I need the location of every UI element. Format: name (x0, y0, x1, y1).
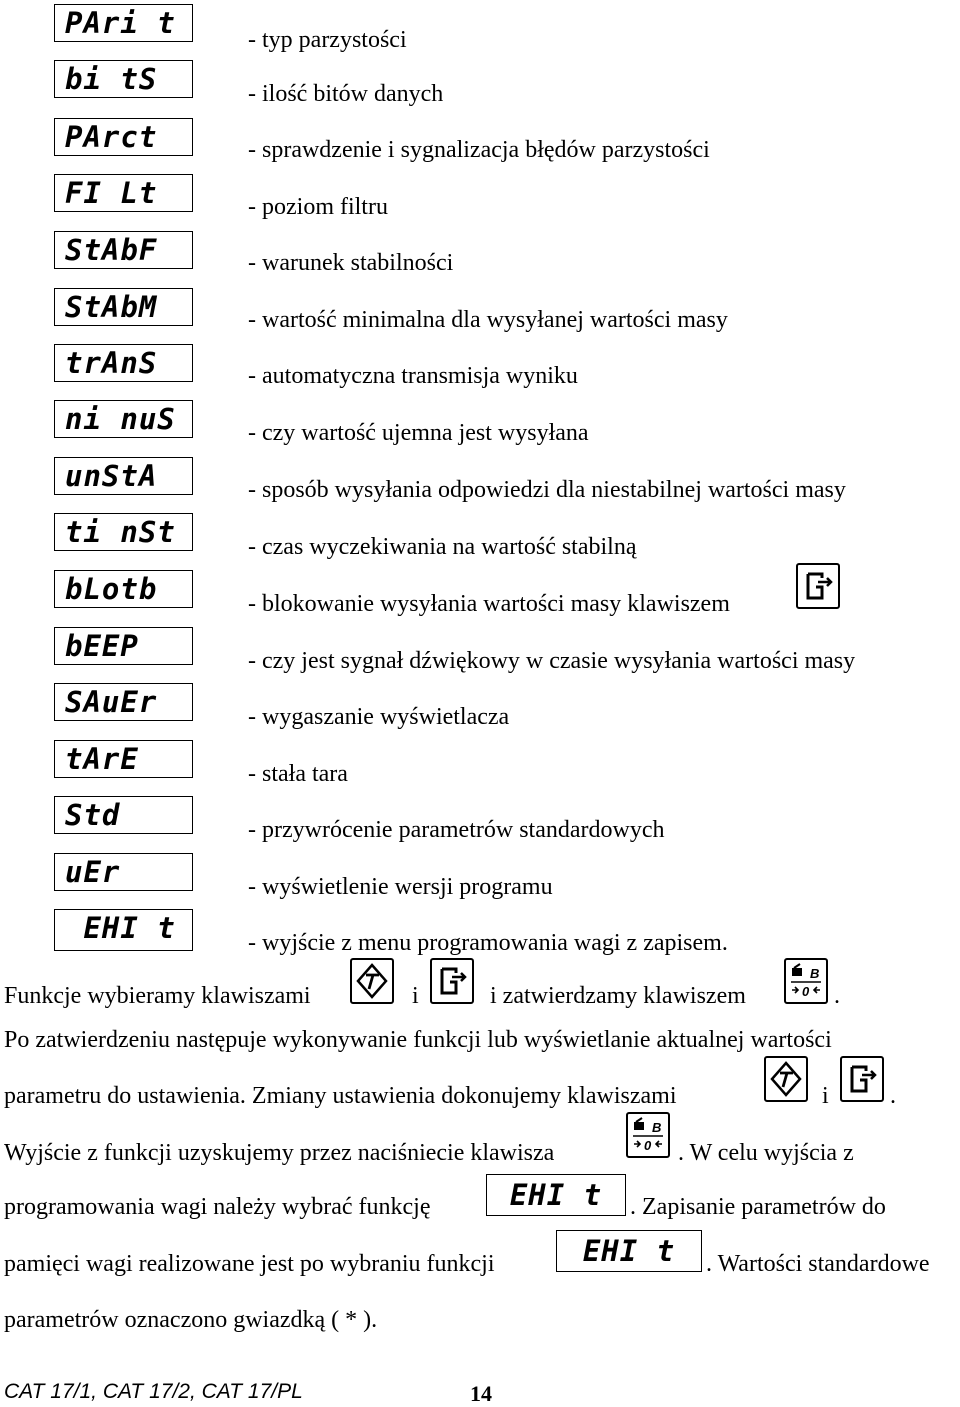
menu-description: - blokowanie wysyłania wartości masy klawiszem (248, 591, 730, 617)
paragraph-text: programowania wagi należy wybrać funkcję (4, 1194, 431, 1220)
paragraph-text: Wyjście z funkcji uzyskujemy przez naciśniecie klawisza (4, 1140, 555, 1166)
lcd-code: EHI t (556, 1230, 702, 1272)
lcd-code: SAuEr (54, 683, 193, 721)
menu-row (0, 231, 960, 287)
b-zero-icon (628, 1114, 668, 1156)
footer-models: CAT 17/1, CAT 17/2, CAT 17/PL (4, 1380, 303, 1403)
lcd-code: bLotb (54, 570, 193, 608)
menu-description: - wygaszanie wyświetlacza (248, 704, 510, 730)
menu-row (0, 400, 960, 456)
menu-description: - przywrócenie parametrów standardowych (248, 817, 665, 843)
lcd-code: unStA (54, 457, 193, 495)
paragraph-text: parametru do ustawienia. Zmiany ustawienia dokonujemy klawiszami (4, 1083, 677, 1109)
lcd-code: EHI t (54, 909, 193, 951)
menu-row (0, 796, 960, 852)
lcd-code: bi tS (54, 60, 193, 98)
menu-row (0, 288, 960, 344)
svg-text:0: 0 (644, 1138, 652, 1153)
lcd-code: trAnS (54, 344, 193, 382)
paragraph-text: . (890, 1083, 896, 1109)
svg-text:0: 0 (802, 984, 810, 999)
svg-text:B: B (652, 1120, 662, 1135)
menu-description: - ilość bitów danych (248, 81, 444, 107)
menu-description: - automatyczna transmisja wyniku (248, 363, 578, 389)
menu-row (0, 344, 960, 400)
menu-row (0, 118, 960, 174)
menu-description: - czy jest sygnał dźwiękowy w czasie wysyłania wartości masy (248, 648, 856, 674)
paragraph-text: pamięci wagi realizowane jest po wybraniu funkcji (4, 1251, 495, 1277)
menu-row (0, 174, 960, 230)
tare-key[interactable] (764, 1056, 808, 1102)
menu-row (0, 683, 960, 739)
menu-row (0, 4, 960, 60)
zero-key[interactable] (784, 958, 828, 1004)
lcd-code: ni nuS (54, 400, 193, 438)
paragraph-text: i (822, 1083, 829, 1109)
paragraph-text: i zatwierdzamy klawiszem (490, 983, 746, 1009)
paragraph-text: . Zapisanie parametrów do (630, 1194, 886, 1220)
lcd-code: StAbF (54, 231, 193, 269)
menu-row (0, 457, 960, 513)
print-arrow-icon (842, 1058, 882, 1100)
menu-row (0, 740, 960, 796)
menu-description: - wyjście z menu programowania wagi z zapisem. (248, 930, 728, 956)
menu-description: - sprawdzenie i sygnalizacja błędów parzystości (248, 137, 710, 163)
page-number: 14 (470, 1381, 492, 1406)
print-key[interactable] (840, 1056, 884, 1102)
lcd-code: StAbM (54, 288, 193, 326)
menu-description: - sposób wysyłania odpowiedzi dla niestabilnej wartości masy (248, 477, 846, 503)
paragraph-text: . Wartości standardowe (706, 1251, 930, 1277)
lcd-code: ti nSt (54, 513, 193, 551)
lcd-code: bEEP (54, 627, 193, 665)
menu-description: - czy wartość ujemna jest wysyłana (248, 420, 589, 446)
lcd-code: FI Lt (54, 174, 193, 212)
lcd-code: PAri t (54, 4, 193, 42)
tare-t-diamond-icon (352, 960, 392, 1002)
menu-description: - typ parzystości (248, 27, 407, 53)
paragraph-text: i (412, 983, 419, 1009)
print-arrow-icon (432, 960, 472, 1002)
b-zero-icon (786, 960, 826, 1002)
svg-text:B: B (810, 966, 820, 981)
menu-description: - czas wyczekiwania na wartość stabilną (248, 534, 637, 560)
menu-row (0, 60, 960, 116)
zero-key[interactable] (626, 1112, 670, 1158)
paragraph-text: Funkcje wybieramy klawiszami (4, 983, 311, 1009)
menu-description: - wyświetlenie wersji programu (248, 874, 553, 900)
tare-key[interactable] (350, 958, 394, 1004)
lcd-code: PArct (54, 118, 193, 156)
print-key[interactable] (430, 958, 474, 1004)
paragraph-text: . W celu wyjścia z (678, 1140, 854, 1166)
menu-description: - poziom filtru (248, 194, 388, 220)
paragraph-text: Po zatwierdzeniu następuje wykonywanie funkcji lub wyświetlanie aktualnej wartości (4, 1027, 832, 1053)
menu-row (0, 513, 960, 569)
menu-row (0, 853, 960, 909)
menu-description: - stała tara (248, 761, 348, 787)
menu-row (0, 627, 960, 683)
lcd-code: tArE (54, 740, 193, 778)
print-arrow-icon (798, 565, 838, 607)
lcd-code: uEr (54, 853, 193, 891)
menu-description: - wartość minimalna dla wysyłanej wartości masy (248, 307, 728, 333)
paragraph-text: . (834, 983, 840, 1009)
print-key[interactable] (796, 563, 840, 609)
lcd-code: Std (54, 796, 193, 834)
menu-description: - warunek stabilności (248, 250, 454, 276)
paragraph-text: parametrów oznaczono gwiazdką ( * ). (4, 1307, 378, 1333)
menu-row (0, 909, 960, 965)
tare-t-diamond-icon (766, 1058, 806, 1100)
lcd-code: EHI t (486, 1174, 626, 1216)
